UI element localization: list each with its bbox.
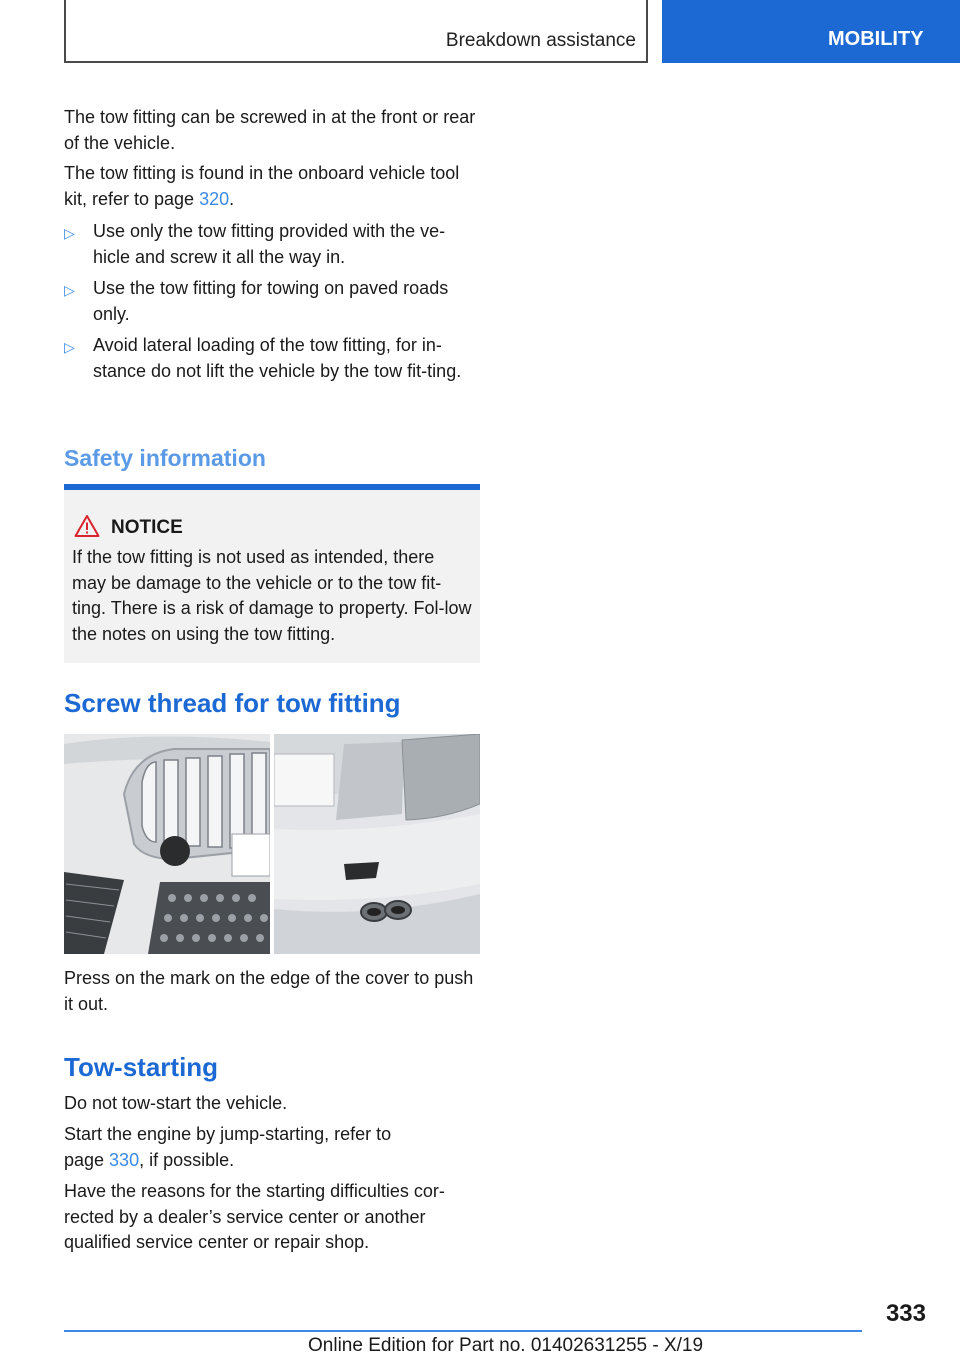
- front-bumper-illustration: [64, 734, 270, 954]
- header-chapter-tab: MOBILITY: [662, 0, 960, 63]
- notice-box: [64, 484, 480, 663]
- list-item-text: Use only the tow fitting provided with the ve-hicle and screw it all the way in.: [93, 221, 446, 267]
- rear-bumper-drawing: [274, 734, 480, 954]
- intro-paragraph-2-end: .: [229, 188, 235, 209]
- warning-icon: [74, 514, 100, 538]
- rear-bumper-illustration: [274, 734, 480, 954]
- tow-starting-heading: Tow-starting: [64, 1052, 219, 1082]
- tow-starting-paragraph-1: Do not tow-start the vehicle.: [64, 1093, 288, 1113]
- screw-thread-heading: Screw thread for tow fitting: [64, 688, 401, 718]
- list-item-text: Avoid lateral loading of the tow fitting, for in-stance do not lift the vehicle by the tow fit-ting.: [93, 335, 462, 381]
- page-number: 333: [885, 1300, 926, 1327]
- list-item: [64, 333, 480, 384]
- triangle-bullet-icon: ▷: [64, 282, 75, 298]
- tow-starting-paragraph-3: Have the reasons for the starting difficulties cor-rected by a dealer’s service center or another qualified service center or repair shop.: [64, 1181, 445, 1252]
- intro-paragraph-1: The tow fitting can be screwed in at the front or rear of the vehicle.: [64, 107, 476, 153]
- footer-divider: [64, 1330, 862, 1332]
- tow-starting-paragraph-2: [64, 1122, 424, 1173]
- list-item: [64, 276, 480, 327]
- triangle-bullet-icon: ▷: [64, 339, 75, 355]
- tow-starting-paragraph-2-text: Start the engine by jump-starting, refer to page: [64, 1124, 392, 1170]
- list-item-text: Use the tow fitting for towing on paved roads only.: [93, 278, 449, 324]
- notice-title: NOTICE: [111, 517, 183, 538]
- page-link-330[interactable]: 330: [109, 1149, 140, 1170]
- front-bumper-drawing: [64, 734, 270, 954]
- safety-heading: Safety information: [64, 445, 266, 471]
- notice-text: If the tow fitting is not used as intended, there may be damage to the vehicle or to the tow fit-ting. There is a risk of damage to property. Fol-low the notes on using the tow fitting.: [72, 547, 472, 644]
- tow-starting-paragraph-2-end: , if possible.: [139, 1149, 235, 1170]
- header-section-title: Breakdown assistance: [445, 30, 636, 51]
- intro-paragraph-2-text: The tow fitting is found in the onboard vehicle tool kit, refer to page: [64, 163, 460, 209]
- illustration-caption: Press on the mark on the edge of the cover to push it out.: [64, 968, 474, 1014]
- triangle-bullet-icon: ▷: [64, 225, 75, 241]
- list-item: [64, 219, 480, 270]
- page-link-320[interactable]: 320: [199, 188, 230, 209]
- intro-paragraph-2: [64, 161, 480, 212]
- edition-note: Online Edition for Part no. 01402631255 - X/19: [308, 1335, 704, 1356]
